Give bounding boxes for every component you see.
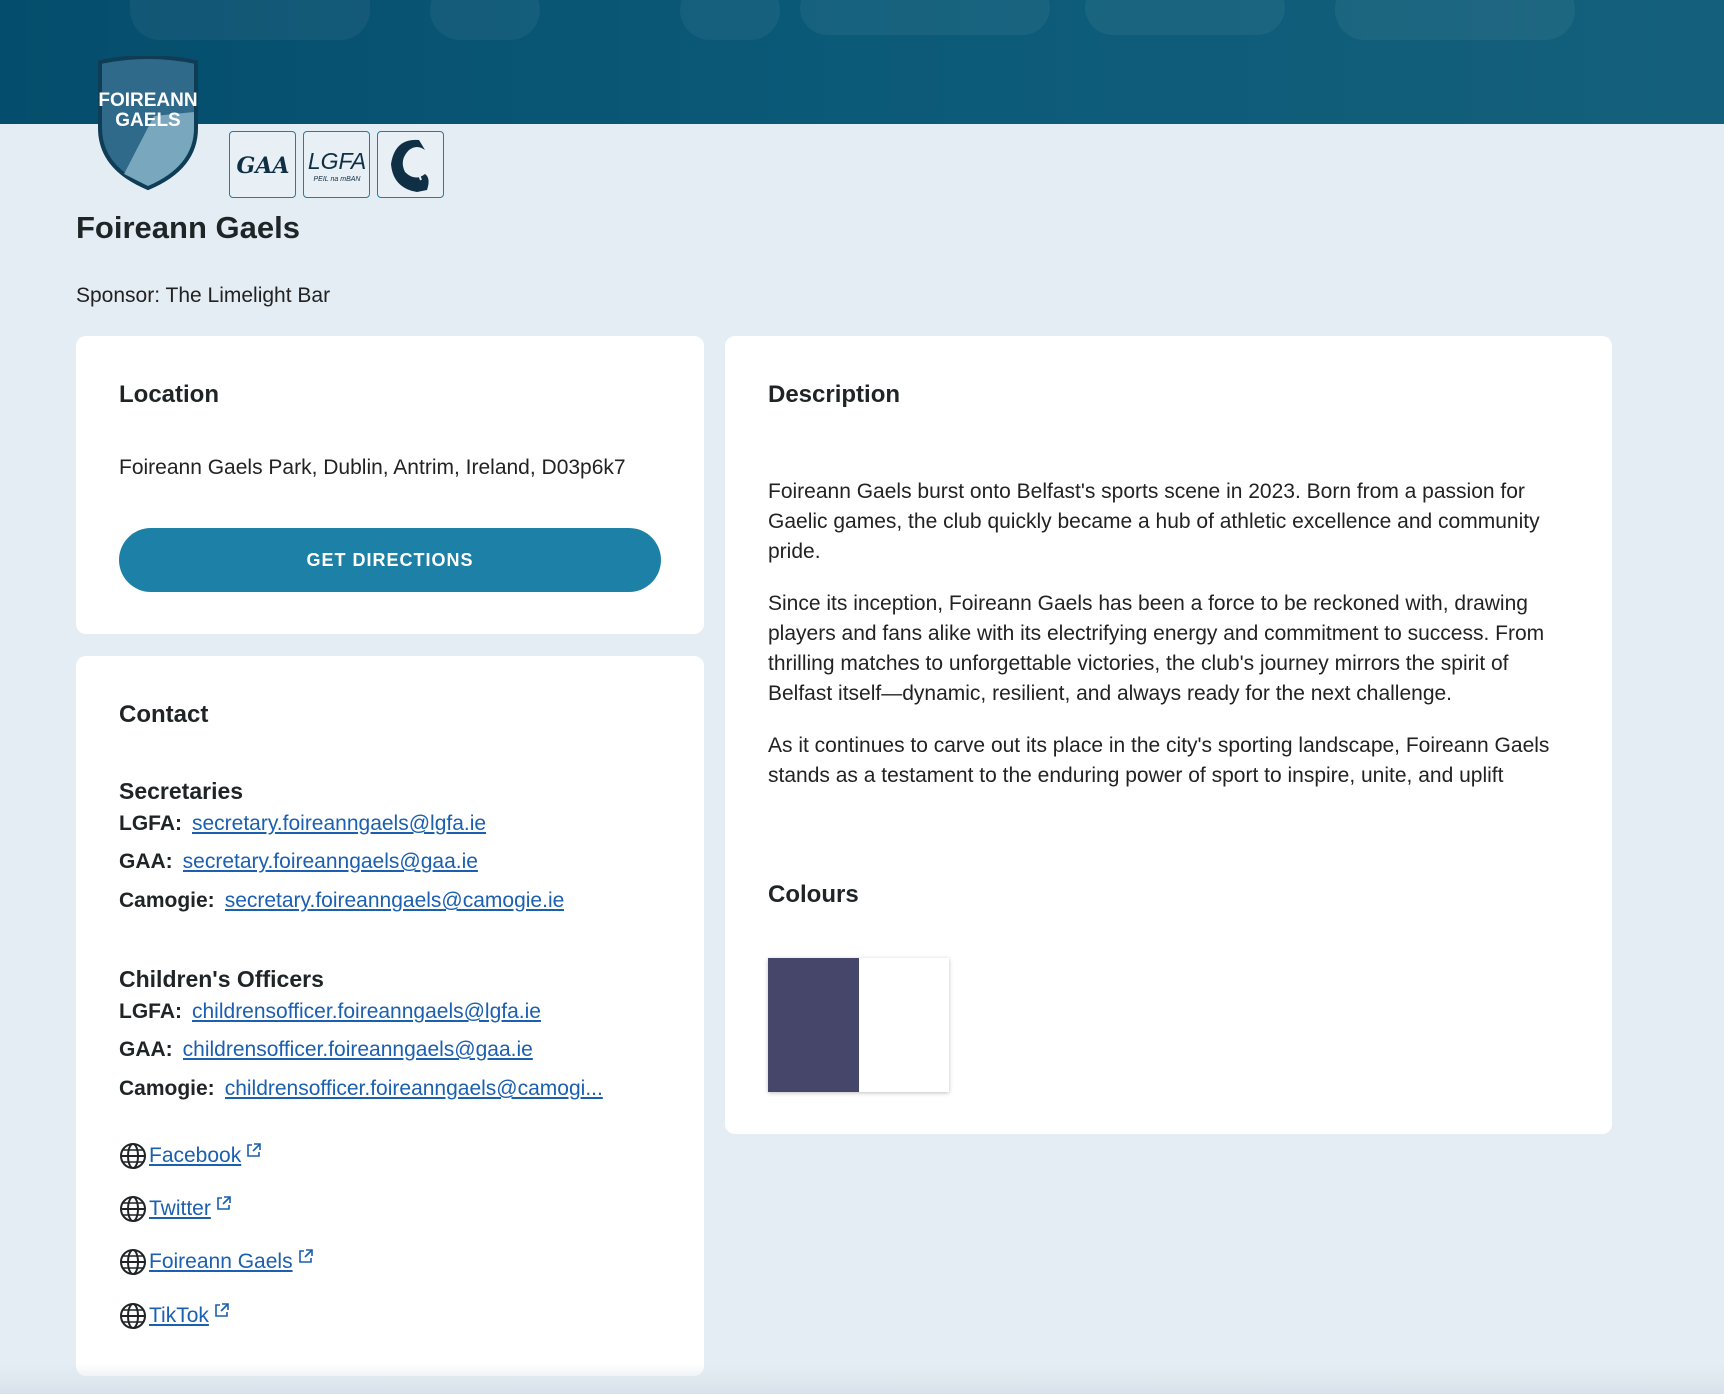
external-link-icon — [216, 1196, 231, 1211]
location-card — [76, 336, 704, 634]
childrens-officer-row-lgfa — [119, 1000, 541, 1024]
secretaries-heading: Secretaries — [119, 778, 244, 804]
social-link-website[interactable] — [119, 1248, 313, 1276]
external-link-icon — [246, 1143, 261, 1158]
email-label: Camogie: — [119, 1077, 215, 1100]
colour-swatch-secondary — [859, 958, 950, 1092]
sponsor-text: Sponsor: The Limelight Bar — [76, 284, 331, 307]
header-banner — [0, 0, 1724, 124]
description-text — [768, 477, 1568, 813]
childrens-officer-row-gaa — [119, 1038, 533, 1062]
twitter-link[interactable]: Twitter — [149, 1197, 211, 1220]
external-link-icon — [214, 1303, 229, 1318]
colours-title: Colours — [768, 881, 859, 908]
email-label: GAA: — [119, 1038, 173, 1061]
club-crest-logo — [94, 56, 202, 192]
description-card — [725, 336, 1612, 1134]
contact-card — [76, 656, 704, 1376]
childrens-officer-lgfa-email-link[interactable]: childrensofficer.foireanngaels@lgfa.ie — [192, 1000, 541, 1023]
lgfa-logo-subtext: PEIL na mBAN — [313, 175, 360, 183]
social-link-twitter[interactable] — [119, 1195, 231, 1223]
secretary-row-camogie — [119, 889, 564, 913]
contact-title: Contact — [119, 701, 209, 728]
secretary-row-gaa — [119, 850, 478, 874]
description-paragraph: Since its inception, Foireann Gaels has been a force to be reckoned with, drawing players and fans alike with its electrifying energy and commitment to success. From thrilling matches to unforgettable victories, the club's journey mirrors the spirit of Belfast itself—dynamic, resilient, and always ready for the next challenge. — [768, 592, 1545, 705]
globe-icon — [119, 1142, 147, 1170]
secretary-lgfa-email-link[interactable]: secretary.foireanngaels@lgfa.ie — [192, 812, 487, 835]
description-paragraph: Foireann Gaels burst onto Belfast's sports scene in 2023. Born from a passion for Gaelic games, the club quickly became a hub of athletic excellence and community pride. — [768, 480, 1540, 563]
secretary-gaa-email-link[interactable]: secretary.foireanngaels@gaa.ie — [182, 850, 478, 873]
colour-swatch-primary — [768, 958, 859, 1092]
social-link-facebook[interactable] — [119, 1142, 261, 1170]
facebook-link[interactable]: Facebook — [149, 1144, 242, 1167]
external-link-icon — [298, 1249, 313, 1264]
crest-line-2: GAELS — [115, 110, 181, 131]
get-directions-button[interactable]: GET DIRECTIONS — [119, 528, 661, 592]
location-address: Foireann Gaels Park, Dublin, Antrim, Ireland, D03p6k7 — [119, 456, 626, 479]
description-title: Description — [768, 381, 901, 408]
childrens-officers-heading: Children's Officers — [119, 966, 324, 992]
email-label: Camogie: — [119, 889, 215, 912]
gaa-logo-text: GAA — [236, 152, 289, 179]
tiktok-link[interactable]: TikTok — [149, 1304, 209, 1327]
governing-body-logos — [229, 131, 444, 198]
childrens-officer-gaa-email-link[interactable]: childrensofficer.foireanngaels@gaa.ie — [182, 1038, 533, 1061]
crest-line-1: FOIREANN — [98, 90, 198, 111]
email-label: LGFA: — [119, 1000, 182, 1023]
email-label: LGFA: — [119, 812, 182, 835]
location-title: Location — [119, 381, 219, 408]
lgfa-logo-text: LGFA — [307, 147, 366, 174]
secretary-camogie-email-link[interactable]: secretary.foireanngaels@camogie.ie — [224, 889, 565, 912]
camogie-logo — [377, 131, 444, 198]
website-link[interactable]: Foireann Gaels — [149, 1250, 293, 1273]
club-name: Foireann Gaels — [76, 210, 300, 245]
globe-icon — [119, 1248, 147, 1276]
social-link-tiktok[interactable] — [119, 1302, 229, 1330]
globe-icon — [119, 1195, 147, 1223]
childrens-officer-camogie-email-link[interactable]: childrensofficer.foireanngaels@camogi... — [224, 1077, 603, 1100]
email-label: GAA: — [119, 850, 173, 873]
secretary-row-lgfa — [119, 812, 486, 836]
lgfa-logo — [303, 131, 370, 198]
childrens-officer-row-camogie — [119, 1077, 603, 1101]
bottom-fade — [0, 1364, 1724, 1394]
gaa-logo — [229, 131, 296, 198]
description-paragraph: As it continues to carve out its place in the city's sporting landscape, Foireann Gaels stands as a testament to the enduring power of sport to inspire, unite, and uplift — [768, 734, 1550, 787]
club-colours-swatch — [768, 958, 949, 1092]
globe-icon — [119, 1302, 147, 1330]
